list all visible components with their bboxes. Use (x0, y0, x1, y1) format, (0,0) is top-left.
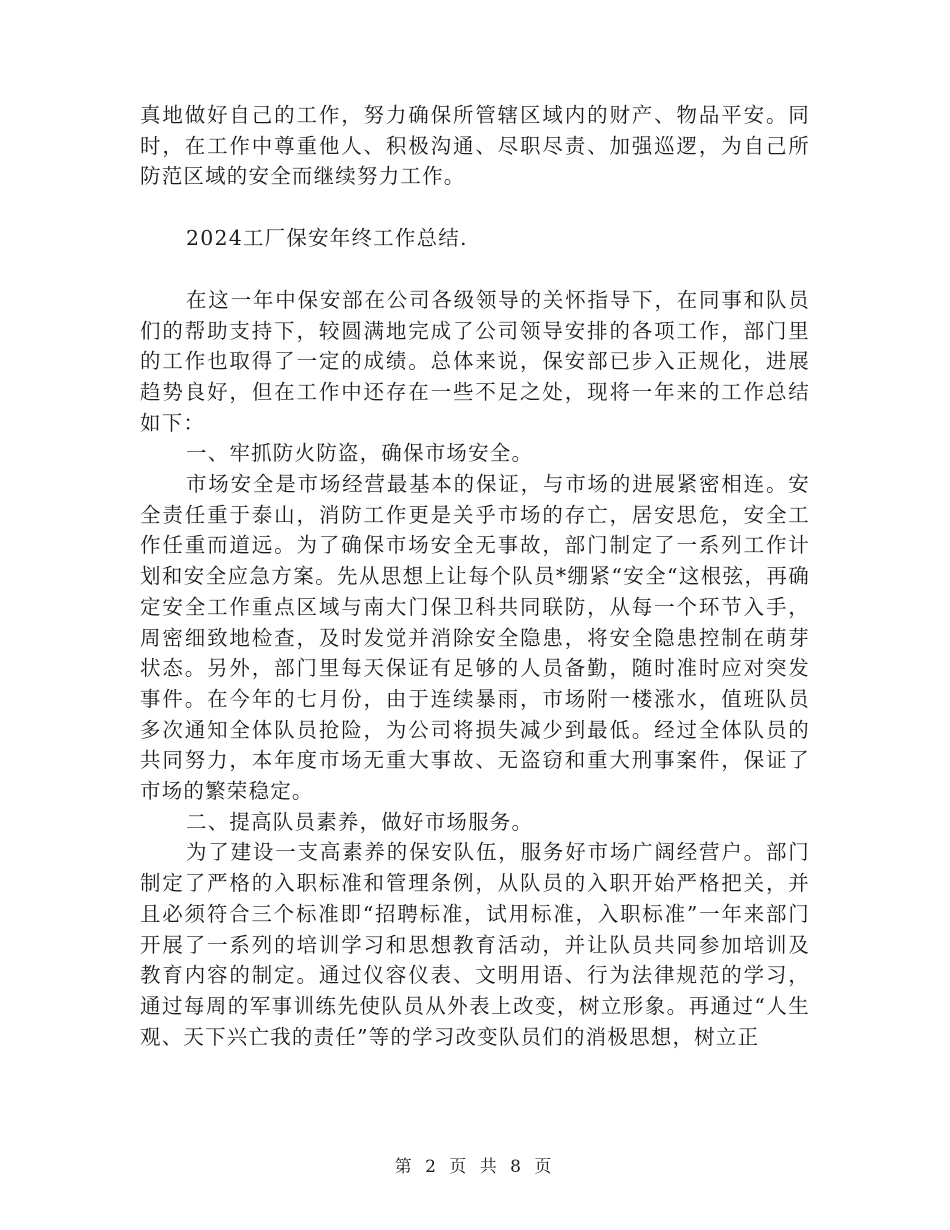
document-title: 2024工厂保安年终工作总结. (186, 226, 468, 251)
page-number-footer: 第 2 页 共 8 页 (394, 1157, 556, 1177)
section-heading-2: 二、提高队员素养，做好市场服务。 (186, 809, 534, 834)
paragraph-section-2: 为了建设一支高素养的保安队伍，服务好市场广阔经营户。部门制定了严格的入职标准和管理条例，从队员的入职开始严格把关，并且必须符合三个标准即“招聘标准，试用标准，入职标准”一年来部门开展了一系列的培训学习和思想教育活动，并让队员共同参加培训及教育内容的制定。通过仪容仪表、文明用语、行为法律规范的学习，通过每周的军事训练先使队员从外表上改变，树立形象。再通过“人生观、天下兴亡我的责任”等的学习改变队员们的消极思想，树立正 (140, 840, 810, 1049)
paragraph-section-1: 市场安全是市场经营最基本的保证，与市场的进展紧密相连。安全责任重于泰山，消防工作更是关乎市场的存亡，居安思危，安全工作任重而道远。为了确保市场安全无事故，部门制定了一系列工作计划和安全应急方案。先从思想上让每个队员*绷紧“安全“这根弦，再确定安全工作重点区域与南大门保卫科共同联防，从每一个环节入手，周密细致地检查，及时发觉并消除安全隐患，将安全隐患控制在萌芽状态。另外，部门里每天保证有足够的人员备勤，随时准时应对突发事件。在今年的七月份，由于连续暴雨，市场附一楼涨水，值班队员多次通知全体队员抢险，为公司将损失减少到最低。经过全体队员的共同努力，本年度市场无重大事故、无盗窃和重大刑事案件，保证了市场的繁荣稳定。 (140, 472, 810, 804)
section-heading-1: 一、牢抓防火防盗，确保市场安全。 (186, 441, 534, 466)
paragraph-intro: 在这一年中保安部在公司各级领导的关怀指导下，在同事和队员们的帮助支持下，较圆满地完成了公司领导安排的各项工作，部门里的工作也取得了一定的成绩。总体来说，保安部已步入正规化，进展趋势良好，但在工作中还存在一些不足之处，现将一年来的工作总结如下： (140, 287, 810, 435)
paragraph-continued: 真地做好自己的工作，努力确保所管辖区域内的财产、物品平安。同时，在工作中尊重他人、积极沟通、尽职尽责、加强巡逻，为自己所防范区域的安全而继续努力工作。 (140, 103, 810, 189)
document-page (140, 100, 810, 1052)
